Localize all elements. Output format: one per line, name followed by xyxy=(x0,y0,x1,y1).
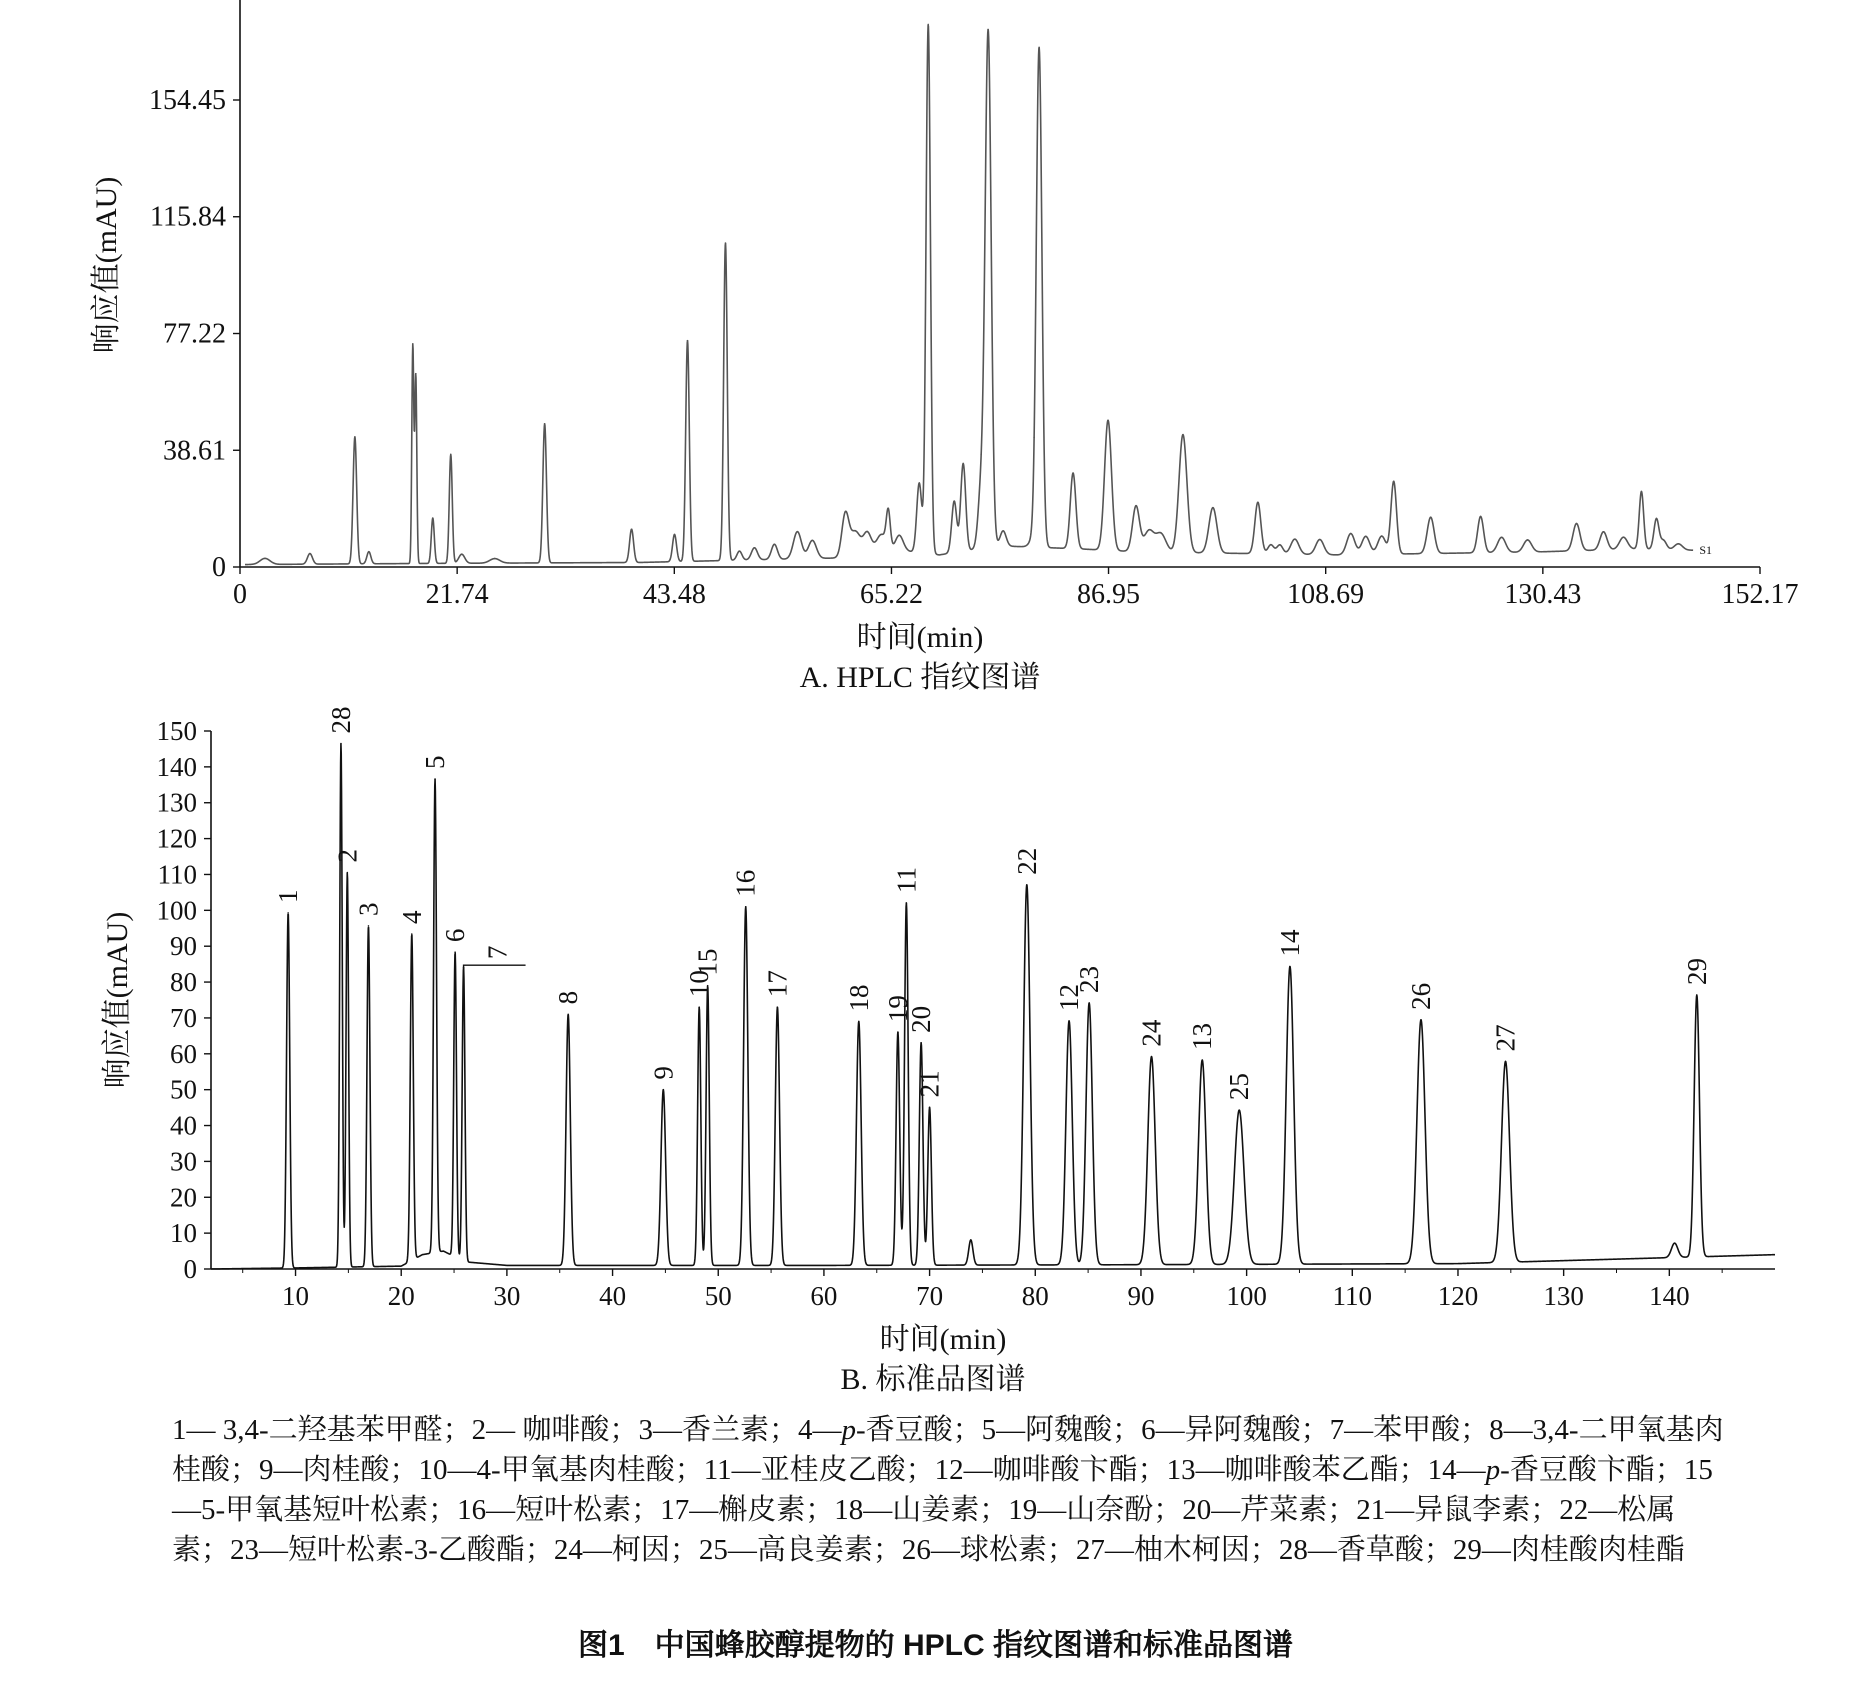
peak-apex-marker xyxy=(1257,501,1259,503)
peak-apex-marker xyxy=(1319,539,1321,541)
peak-apex-marker xyxy=(544,423,546,425)
peak-number-label: 16 xyxy=(730,869,761,897)
peak-apex-marker xyxy=(754,547,756,549)
y-tick-label: 60 xyxy=(170,1038,197,1069)
y-tick-label: 30 xyxy=(170,1146,197,1177)
peak-apex-marker xyxy=(970,1239,972,1241)
peak-number-label: 8 xyxy=(553,990,584,1005)
x-tick-label: 65.22 xyxy=(859,579,923,610)
peak-apex-marker xyxy=(1038,47,1040,49)
peak-apex-marker xyxy=(1026,884,1028,886)
peak-apex-marker xyxy=(1151,1056,1153,1058)
figure-caption: 图1 中国蜂胶醇提物的 HPLC 指纹图谱和标准品图谱 xyxy=(577,1629,1294,1662)
peak-apex-marker xyxy=(929,1107,931,1109)
peak-number-label: 9 xyxy=(648,1066,679,1080)
peak-apex-marker xyxy=(1527,539,1529,541)
legend-item-text: 25—高良姜素； xyxy=(698,1534,902,1566)
peak-apex-marker xyxy=(1430,516,1432,518)
peak-apex-marker xyxy=(745,906,747,908)
peak-apex-marker xyxy=(368,925,370,927)
peak-apex-marker xyxy=(1212,507,1214,509)
legend-item-italic: p xyxy=(841,1414,856,1446)
legend-item-text: 27—柚木柯因； xyxy=(1075,1534,1279,1566)
legend-item-text: 28—香草酸； xyxy=(1278,1534,1453,1566)
legend-item xyxy=(554,1534,699,1566)
peak-apex-marker xyxy=(1238,1109,1240,1111)
x-tick-label: 40 xyxy=(599,1281,627,1311)
y-tick-label: 80 xyxy=(170,967,197,998)
legend-item-text: 17—槲皮素； xyxy=(660,1494,835,1526)
x-tick-label: 130 xyxy=(1543,1281,1584,1311)
peak-apex-marker xyxy=(454,951,456,953)
y-tick-label: 77.22 xyxy=(163,318,226,350)
y-tick-label: 0 xyxy=(183,1254,197,1284)
peak-apex-marker xyxy=(1279,544,1281,546)
peak-apex-marker xyxy=(906,902,908,904)
legend-item-text: 10—4-甲氧基肉桂酸； xyxy=(418,1454,704,1486)
peak-number-label: 1 xyxy=(273,889,304,903)
peak-apex-marker xyxy=(1603,531,1605,533)
peak-apex-marker xyxy=(887,508,889,510)
x-axis-label: 时间(min) xyxy=(856,621,984,654)
y-tick-label: 130 xyxy=(156,787,197,818)
peak-apex-marker xyxy=(1641,491,1643,493)
peak-apex-marker xyxy=(858,1021,860,1023)
y-tick-label: 90 xyxy=(170,931,197,962)
peak-apex-marker xyxy=(725,242,727,244)
peak-apex-marker xyxy=(264,558,266,560)
peak-apex-marker xyxy=(1068,1020,1070,1022)
peak-apex-marker xyxy=(368,551,370,553)
peak-apex-marker xyxy=(880,534,882,536)
legend-item xyxy=(472,1414,639,1446)
peak-apex-marker xyxy=(1393,481,1395,483)
peak-apex-marker xyxy=(1088,1002,1090,1004)
peak-apex-marker xyxy=(1201,1059,1203,1061)
peak-number-label: 27 xyxy=(1490,1024,1521,1052)
legend-item xyxy=(1141,1414,1330,1446)
peak-number-label: 23 xyxy=(1074,965,1105,993)
legend-item-text: 26—球松素； xyxy=(901,1534,1076,1566)
peak-apex-marker xyxy=(698,1006,700,1008)
legend-item-text: 29—肉桂酸肉桂酯 xyxy=(1452,1534,1685,1566)
legend-item-text: 4— xyxy=(797,1414,842,1446)
x-tick-label: 30 xyxy=(493,1281,521,1311)
legend-item-text: 19—山奈酚； xyxy=(1008,1494,1183,1526)
peak-apex-marker xyxy=(415,373,417,375)
peak-apex-marker xyxy=(1002,530,1004,532)
y-tick-label: 20 xyxy=(170,1182,197,1213)
legend-item-text: 12—咖啡酸卞酯； xyxy=(934,1454,1167,1486)
legend-item-text: 1— 3,4-二羟基苯甲醛； xyxy=(172,1414,472,1446)
legend-item xyxy=(1076,1534,1279,1566)
peak-apex-marker xyxy=(494,558,496,560)
peak-apex-marker xyxy=(866,531,868,533)
legend-item xyxy=(982,1414,1142,1446)
peak-apex-marker xyxy=(1107,420,1109,422)
x-tick-label: 110 xyxy=(1332,1281,1373,1311)
peak-number-label: 18 xyxy=(843,984,874,1012)
legend-item-text: 9—肉桂酸； xyxy=(259,1454,419,1486)
x-tick-label: 20 xyxy=(387,1281,415,1311)
peak-apex-marker xyxy=(1148,529,1150,531)
peak-number-label: 29 xyxy=(1681,958,1712,986)
peak-legend xyxy=(172,1410,1732,1570)
chromatogram-trace xyxy=(211,744,1775,1269)
y-tick-label: 150 xyxy=(156,716,197,746)
x-tick-label: 152.17 xyxy=(1721,579,1799,610)
y-tick-label: 115.84 xyxy=(150,201,226,233)
legend-item-text: 22—松属素； xyxy=(172,1494,1676,1566)
legend-item-text: 14— xyxy=(1427,1454,1486,1486)
peak-apex-marker xyxy=(774,543,776,545)
peak-number-label: 11 xyxy=(891,866,922,893)
peak-number-label: 22 xyxy=(1011,847,1042,875)
x-tick-label: 50 xyxy=(704,1281,732,1311)
peak-apex-marker xyxy=(1623,536,1625,538)
peak-number-label: 5 xyxy=(420,755,451,770)
peak-apex-marker xyxy=(461,553,463,555)
x-tick-label: 140 xyxy=(1649,1281,1690,1311)
legend-item-text: 15—5-甲氧基短叶松素； xyxy=(172,1454,1713,1526)
peak-apex-marker xyxy=(674,534,676,536)
peak-apex-marker xyxy=(1270,544,1272,546)
y-tick-label: 140 xyxy=(156,751,197,782)
peak-apex-marker xyxy=(898,534,900,536)
peak-apex-marker xyxy=(347,872,349,874)
series-label: S1 xyxy=(1699,543,1713,558)
y-tick-label: 154.45 xyxy=(149,85,226,116)
legend-item xyxy=(834,1494,1008,1526)
y-tick-label: 120 xyxy=(156,823,197,854)
legend-item-text: 23—短叶松素-3-乙酸酯； xyxy=(230,1534,554,1566)
peak-apex-marker xyxy=(412,343,414,345)
peak-apex-marker xyxy=(1160,532,1162,534)
legend-item-text: 11—亚桂皮乙酸； xyxy=(703,1454,935,1486)
legend-item-text: 18—山姜素； xyxy=(834,1494,1009,1526)
y-tick-label: 70 xyxy=(170,1002,197,1033)
legend-item-text: 3—香兰素； xyxy=(638,1414,798,1446)
peak-apex-marker xyxy=(920,1042,922,1044)
peak-number-label: 20 xyxy=(906,1005,937,1033)
x-tick-label: 43.48 xyxy=(642,579,706,610)
legend-item-text: -香豆酸卞酯； xyxy=(1500,1454,1684,1486)
peak-apex-marker xyxy=(450,454,452,456)
legend-item-text: 13—咖啡酸苯乙酯； xyxy=(1166,1454,1428,1486)
y-tick-label: 40 xyxy=(170,1110,197,1141)
peak-apex-marker xyxy=(287,912,289,914)
legend-item xyxy=(419,1454,704,1486)
peak-apex-marker xyxy=(340,743,342,745)
peak-apex-marker xyxy=(812,540,814,542)
peak-apex-marker xyxy=(432,517,434,519)
legend-item xyxy=(798,1414,982,1446)
peak-apex-marker xyxy=(987,29,989,31)
peak-apex-marker xyxy=(1350,533,1352,535)
x-tick-label: 130.43 xyxy=(1504,579,1582,610)
x-tick-label: 80 xyxy=(1021,1281,1049,1311)
peak-apex-marker xyxy=(897,1031,899,1033)
x-tick-label: 90 xyxy=(1127,1281,1155,1311)
y-axis-label: 响应值(mAU) xyxy=(90,176,123,354)
peak-number-label: 2 xyxy=(332,849,363,863)
peak-apex-marker xyxy=(855,530,857,532)
peak-apex-marker xyxy=(1678,543,1680,545)
legend-item-text: 8—3,4-二甲氧基肉桂酸； xyxy=(172,1414,1724,1486)
peak-number-label: 21 xyxy=(914,1070,945,1098)
y-tick-label: 110 xyxy=(157,859,197,890)
peak-apex-marker xyxy=(1135,505,1137,507)
peak-apex-marker xyxy=(927,24,929,26)
y-tick-label: 38.61 xyxy=(163,435,226,467)
peak-apex-marker xyxy=(1294,538,1296,540)
legend-item xyxy=(638,1414,798,1446)
panel-b-standard-chromatogram xyxy=(101,706,1775,1396)
peak-number-label: 3 xyxy=(353,902,384,916)
panel-caption: A. HPLC 指纹图谱 xyxy=(799,661,1041,694)
legend-item xyxy=(1279,1534,1453,1566)
chromatogram-trace xyxy=(245,25,1693,564)
peak-number-label: 28 xyxy=(325,706,356,734)
peak-number-label: 14 xyxy=(1274,929,1305,957)
legend-item-text: 24—柯因； xyxy=(553,1534,699,1566)
peak-apex-marker xyxy=(739,550,741,552)
legend-item xyxy=(902,1534,1076,1566)
peak-apex-marker xyxy=(1576,523,1578,525)
peak-apex-marker xyxy=(953,500,955,502)
x-tick-label: 21.74 xyxy=(425,579,489,610)
peak-apex-marker xyxy=(797,531,799,533)
x-tick-label: 120 xyxy=(1437,1281,1479,1311)
x-axis-label: 时间(min) xyxy=(879,1323,1007,1356)
peak-apex-marker xyxy=(918,482,920,484)
peak-apex-marker xyxy=(1505,1061,1507,1063)
peak-apex-marker xyxy=(1696,994,1698,996)
peak-apex-marker xyxy=(1656,518,1658,520)
peak-apex-marker xyxy=(777,1006,779,1008)
peak-apex-marker xyxy=(687,340,689,342)
legend-item xyxy=(1356,1494,1559,1526)
panel-caption: B. 标准品图谱 xyxy=(840,1363,1026,1396)
legend-item-text: -香豆酸； xyxy=(855,1414,982,1446)
legend-item xyxy=(259,1454,419,1486)
legend-item xyxy=(1008,1494,1182,1526)
peak-apex-marker xyxy=(1480,516,1482,518)
x-tick-label: 108.69 xyxy=(1287,579,1365,610)
peak-apex-marker xyxy=(1182,434,1184,436)
legend-item xyxy=(1453,1534,1685,1566)
y-axis-label: 响应值(mAU) xyxy=(101,911,134,1089)
legend-item-text: 5—阿魏酸； xyxy=(981,1414,1142,1446)
peak-number-label: 10 xyxy=(684,970,715,998)
x-tick-label: 0 xyxy=(233,579,247,610)
peak-number-label: 12 xyxy=(1054,983,1085,1011)
peak-apex-marker xyxy=(1674,1242,1676,1244)
peak-apex-marker xyxy=(434,778,436,780)
legend-item xyxy=(1330,1414,1490,1446)
x-tick-label: 10 xyxy=(282,1281,310,1311)
peak-number-label: 24 xyxy=(1136,1019,1167,1047)
peak-number-label: 15 xyxy=(692,948,723,976)
legend-item xyxy=(699,1534,902,1566)
peak-apex-marker xyxy=(309,553,311,555)
legend-item xyxy=(172,1414,472,1446)
legend-item xyxy=(230,1534,554,1566)
peak-apex-marker xyxy=(1033,437,1035,439)
peak-apex-marker xyxy=(845,511,847,513)
peak-apex-marker xyxy=(1420,1019,1422,1021)
y-tick-label: 100 xyxy=(156,895,197,926)
legend-item-text: 2— 咖啡酸； xyxy=(471,1414,639,1446)
legend-item-text: 7—苯甲酸； xyxy=(1329,1414,1490,1446)
x-tick-label: 100 xyxy=(1226,1281,1267,1311)
peak-apex-marker xyxy=(631,528,633,530)
legend-item-text: 20—芹菜素； xyxy=(1182,1494,1357,1526)
peak-apex-marker xyxy=(411,933,413,935)
peak-number-label: 7 xyxy=(482,945,513,960)
peak-apex-marker xyxy=(1072,472,1074,474)
peak-number-label: 17 xyxy=(762,970,793,998)
x-tick-label: 86.95 xyxy=(1077,579,1141,610)
panel-a-chromatogram xyxy=(90,0,1799,694)
peak-apex-marker xyxy=(1381,535,1383,537)
legend-item-text: 6—异阿魏酸； xyxy=(1141,1414,1330,1446)
peak-apex-marker xyxy=(980,453,982,455)
legend-item xyxy=(1182,1494,1356,1526)
peak-number-label: 6 xyxy=(440,928,471,943)
peak-apex-marker xyxy=(1663,539,1665,541)
legend-item xyxy=(704,1454,935,1486)
legend-item-text: 21—异鼠李素； xyxy=(1356,1494,1560,1526)
peak-number-label: 26 xyxy=(1405,982,1436,1010)
legend-item xyxy=(457,1494,660,1526)
y-tick-label: 10 xyxy=(170,1218,197,1249)
peak-apex-marker xyxy=(567,1014,569,1016)
legend-item-text: 16—短叶松素； xyxy=(457,1494,661,1526)
peak-number-label: 25 xyxy=(1224,1073,1255,1101)
peak-apex-marker xyxy=(662,1089,664,1091)
legend-item xyxy=(1167,1454,1428,1486)
peak-7-leader-line xyxy=(464,965,526,971)
peak-apex-marker xyxy=(1501,537,1503,539)
x-tick-label: 70 xyxy=(916,1281,944,1311)
peak-number-label: 13 xyxy=(1187,1023,1218,1051)
peak-apex-marker xyxy=(1289,966,1291,968)
legend-item-italic: p xyxy=(1485,1454,1501,1486)
y-tick-label: 50 xyxy=(170,1074,197,1105)
y-tick-label: 0 xyxy=(212,552,226,583)
legend-item xyxy=(935,1454,1167,1486)
peak-apex-marker xyxy=(1365,536,1367,538)
peak-apex-marker xyxy=(962,463,964,465)
legend-item xyxy=(1428,1454,1684,1486)
peak-apex-marker xyxy=(354,436,356,438)
x-tick-label: 60 xyxy=(810,1281,838,1311)
legend-item xyxy=(660,1494,834,1526)
peak-number-label: 19 xyxy=(882,995,913,1023)
peak-number-label: 4 xyxy=(396,910,427,925)
